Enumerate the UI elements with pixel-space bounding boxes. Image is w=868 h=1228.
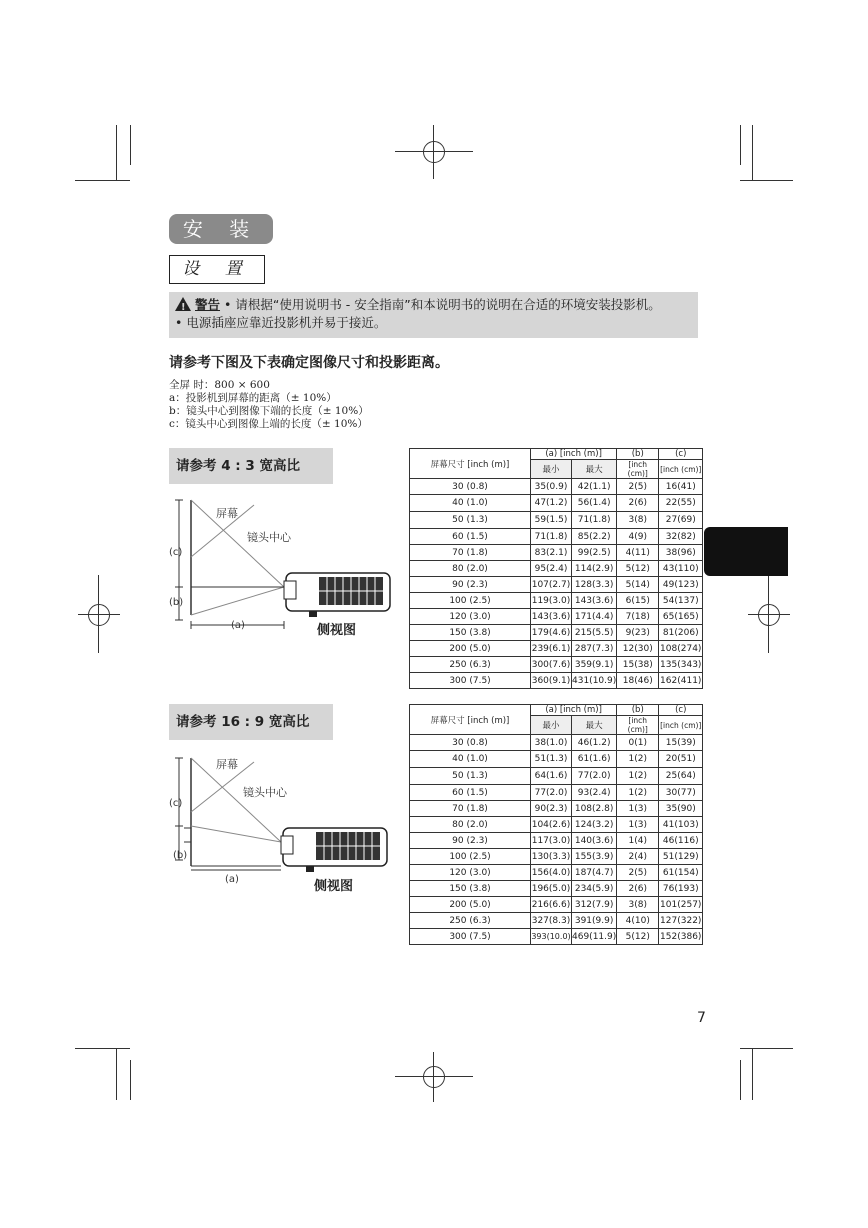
- table-cell: 127(322): [659, 913, 703, 929]
- table-cell: 100 (2.5): [410, 849, 531, 865]
- table-cell: 215(5.5): [572, 625, 617, 641]
- table-cell: 16(41): [659, 479, 703, 495]
- table-cell: 300(7.6): [531, 657, 572, 673]
- table-cell: 1(3): [617, 801, 659, 817]
- table-cell: 143(3.6): [572, 593, 617, 609]
- table-row: [410, 913, 703, 929]
- table-cell: 60 (1.5): [410, 529, 531, 545]
- table-cell: 431(10.9): [572, 673, 617, 689]
- table-cell: 93(2.4): [572, 785, 617, 801]
- table-cell: 71(1.8): [531, 529, 572, 545]
- table-cell: 2(4): [617, 849, 659, 865]
- table-cell: 101(257): [659, 897, 703, 913]
- diagram-4-3: [169, 495, 399, 640]
- table-cell: 196(5.0): [531, 881, 572, 897]
- table-cell: 22(55): [659, 495, 703, 512]
- table-row: [410, 479, 703, 495]
- table-cell: 6(15): [617, 593, 659, 609]
- table-cell: 469(11.9): [572, 929, 617, 945]
- warning-box: [169, 292, 698, 338]
- warning-line-1: !警告 • 请根据“使用说明书 - 安全指南”和本说明书的说明在合适的环境安装投影机。: [175, 296, 692, 314]
- table-row: [410, 561, 703, 577]
- table-row: [410, 735, 703, 751]
- table-cell: 59(1.5): [531, 512, 572, 529]
- label-a: (a): [225, 874, 239, 885]
- table-cell: 4(11): [617, 545, 659, 561]
- table-cell: 50 (1.3): [410, 512, 531, 529]
- warning-line-2: • 电源插座应靠近投影机并易于接近。: [175, 315, 387, 330]
- header-b-unit: [inch (cm)]: [617, 460, 659, 479]
- table-row: [410, 881, 703, 897]
- table-cell: 27(69): [659, 512, 703, 529]
- warning-icon: [175, 297, 191, 311]
- table-cell: 32(82): [659, 529, 703, 545]
- table-cell: 46(1.2): [572, 735, 617, 751]
- ratio-16-9-label: 请参考 16 : 9 宽高比: [169, 704, 333, 740]
- table-cell: 43(110): [659, 561, 703, 577]
- table-cell: 12(30): [617, 641, 659, 657]
- page-heading: 请参考下图及下表确定图像尺寸和投影距离。: [169, 355, 449, 371]
- label-a: (a): [231, 620, 245, 631]
- table-row: [410, 609, 703, 625]
- table-cell: 150 (3.8): [410, 881, 531, 897]
- table-4-3: [409, 448, 703, 689]
- table-cell: 70 (1.8): [410, 545, 531, 561]
- note-line: a：投影机到屏幕的距离（± 10%）: [169, 392, 337, 404]
- table-cell: 120 (3.0): [410, 865, 531, 881]
- header-b: (b): [617, 705, 659, 716]
- table-cell: 130(3.3): [531, 849, 572, 865]
- table-cell: 360(9.1): [531, 673, 572, 689]
- table-cell: 5(12): [617, 561, 659, 577]
- header-a: (a) [inch (m)]: [531, 705, 617, 716]
- table-cell: 250 (6.3): [410, 657, 531, 673]
- table-cell: 76(193): [659, 881, 703, 897]
- table-cell: 391(9.9): [572, 913, 617, 929]
- table-cell: 83(2.1): [531, 545, 572, 561]
- table-cell: 50 (1.3): [410, 768, 531, 785]
- table-cell: 156(4.0): [531, 865, 572, 881]
- table-cell: 117(3.0): [531, 833, 572, 849]
- table-cell: 90 (2.3): [410, 833, 531, 849]
- table-cell: 1(4): [617, 833, 659, 849]
- table-cell: 187(4.7): [572, 865, 617, 881]
- header-b: (b): [617, 449, 659, 460]
- table-cell: 80 (2.0): [410, 561, 531, 577]
- table-cell: 216(6.6): [531, 897, 572, 913]
- table-cell: 90 (2.3): [410, 577, 531, 593]
- note-line: b：镜头中心到图像下端的长度（± 10%）: [169, 405, 369, 417]
- table-row: [410, 529, 703, 545]
- table-cell: 108(274): [659, 641, 703, 657]
- table-row: [410, 625, 703, 641]
- table-cell: 135(343): [659, 657, 703, 673]
- table-row: [410, 865, 703, 881]
- table-cell: 162(411): [659, 673, 703, 689]
- table-cell: 54(137): [659, 593, 703, 609]
- table-cell: 9(23): [617, 625, 659, 641]
- label-lens-center: 镜头中心: [247, 531, 291, 544]
- table-cell: 1(3): [617, 817, 659, 833]
- table-cell: 46(116): [659, 833, 703, 849]
- label-b: (b): [169, 597, 184, 608]
- table-cell: 108(2.8): [572, 801, 617, 817]
- note-line: 全屏 时：800 × 600: [169, 379, 270, 391]
- table-cell: 56(1.4): [572, 495, 617, 512]
- table-cell: 85(2.2): [572, 529, 617, 545]
- header-c-unit: [inch (cm)]: [659, 460, 703, 479]
- chapter-tab: [704, 527, 788, 576]
- header-a-max: 最大: [572, 460, 617, 479]
- label-screen: 屏幕: [216, 507, 238, 520]
- header-b-unit: [inch (cm)]: [617, 716, 659, 735]
- header-a-min: 最小: [531, 460, 572, 479]
- table-cell: 150 (3.8): [410, 625, 531, 641]
- header-a-min: 最小: [531, 716, 572, 735]
- header-c: (c): [659, 449, 703, 460]
- table-cell: 80 (2.0): [410, 817, 531, 833]
- table-cell: 4(9): [617, 529, 659, 545]
- header-a: (a) [inch (m)]: [531, 449, 617, 460]
- table-cell: 2(6): [617, 881, 659, 897]
- beam-bottom: [191, 587, 284, 615]
- ratio-4-3-label: 请参考 4 : 3 宽高比: [169, 448, 333, 484]
- table-cell: 155(3.9): [572, 849, 617, 865]
- table-cell: 300 (7.5): [410, 673, 531, 689]
- table-cell: 35(0.9): [531, 479, 572, 495]
- table-cell: 312(7.9): [572, 897, 617, 913]
- header-size: 屏幕尺寸 [inch (m)]: [410, 449, 531, 479]
- table-cell: 61(154): [659, 865, 703, 881]
- table-cell: 5(12): [617, 929, 659, 945]
- table-cell: 234(5.9): [572, 881, 617, 897]
- table-cell: 35(90): [659, 801, 703, 817]
- table-cell: 30 (0.8): [410, 479, 531, 495]
- table-row: [410, 929, 703, 945]
- table-cell: 95(2.4): [531, 561, 572, 577]
- header-c-unit: [inch (cm)]: [659, 716, 703, 735]
- table-cell: 2(6): [617, 495, 659, 512]
- table-cell: 107(2.7): [531, 577, 572, 593]
- table-row: [410, 751, 703, 768]
- table-cell: 25(64): [659, 768, 703, 785]
- table-cell: 51(1.3): [531, 751, 572, 768]
- table-cell: 4(10): [617, 913, 659, 929]
- table-16-9: [409, 704, 703, 945]
- table-cell: 124(3.2): [572, 817, 617, 833]
- table-row: [410, 833, 703, 849]
- beam-bottom: [191, 826, 281, 842]
- table-row: [410, 512, 703, 529]
- diagram-16-9: [169, 750, 399, 900]
- label-side-view: 侧视图: [314, 879, 354, 894]
- label-c: (c): [169, 547, 183, 558]
- table-row: [410, 817, 703, 833]
- table-row: [410, 768, 703, 785]
- table-cell: 200 (5.0): [410, 641, 531, 657]
- table-cell: 359(9.1): [572, 657, 617, 673]
- table-cell: 171(4.4): [572, 609, 617, 625]
- label-lens-center: 镜头中心: [243, 786, 287, 799]
- table-cell: 42(1.1): [572, 479, 617, 495]
- table-cell: 70 (1.8): [410, 801, 531, 817]
- table-row: [410, 495, 703, 512]
- header-a-max: 最大: [572, 716, 617, 735]
- table-cell: 40 (1.0): [410, 751, 531, 768]
- table-cell: 100 (2.5): [410, 593, 531, 609]
- table-cell: 30(77): [659, 785, 703, 801]
- table-cell: 3(8): [617, 897, 659, 913]
- table-cell: 90(2.3): [531, 801, 572, 817]
- table-cell: 51(129): [659, 849, 703, 865]
- table-row: [410, 801, 703, 817]
- table-cell: 393(10.0): [531, 929, 572, 945]
- table-cell: 77(2.0): [572, 768, 617, 785]
- notes: [169, 379, 369, 431]
- table-cell: 2(5): [617, 479, 659, 495]
- table-cell: 143(3.6): [531, 609, 572, 625]
- table-row: [410, 641, 703, 657]
- table-cell: 128(3.3): [572, 577, 617, 593]
- table-row: [410, 577, 703, 593]
- table-cell: 104(2.6): [531, 817, 572, 833]
- table-cell: 38(96): [659, 545, 703, 561]
- table-row: [410, 545, 703, 561]
- table-cell: 300 (7.5): [410, 929, 531, 945]
- table-cell: 7(18): [617, 609, 659, 625]
- subsection-title: 设 置: [169, 255, 265, 284]
- table-cell: 179(4.6): [531, 625, 572, 641]
- table-row: [410, 849, 703, 865]
- header-c: (c): [659, 705, 703, 716]
- table-cell: 81(206): [659, 625, 703, 641]
- table-row: [410, 673, 703, 689]
- label-b: (b): [173, 850, 188, 861]
- table-row: [410, 897, 703, 913]
- section-title: 安 装: [169, 214, 273, 244]
- table-cell: 77(2.0): [531, 785, 572, 801]
- table-cell: 47(1.2): [531, 495, 572, 512]
- table-cell: 15(38): [617, 657, 659, 673]
- table-cell: 99(2.5): [572, 545, 617, 561]
- label-side-view: 侧视图: [317, 623, 357, 638]
- table-cell: 114(2.9): [572, 561, 617, 577]
- table-cell: 38(1.0): [531, 735, 572, 751]
- table-cell: 119(3.0): [531, 593, 572, 609]
- table-row: [410, 785, 703, 801]
- table-cell: 49(123): [659, 577, 703, 593]
- table-cell: 20(51): [659, 751, 703, 768]
- table-cell: 15(39): [659, 735, 703, 751]
- table-cell: 30 (0.8): [410, 735, 531, 751]
- table-cell: 2(5): [617, 865, 659, 881]
- table-cell: 65(165): [659, 609, 703, 625]
- table-cell: 41(103): [659, 817, 703, 833]
- table-row: [410, 593, 703, 609]
- table-cell: 140(3.6): [572, 833, 617, 849]
- table-cell: 40 (1.0): [410, 495, 531, 512]
- table-cell: 239(6.1): [531, 641, 572, 657]
- table-cell: 71(1.8): [572, 512, 617, 529]
- table-cell: 0(1): [617, 735, 659, 751]
- warning-title: 警告: [195, 297, 221, 312]
- table-cell: 1(2): [617, 751, 659, 768]
- projector-icon: [284, 573, 390, 617]
- table-cell: 250 (6.3): [410, 913, 531, 929]
- table-cell: 1(2): [617, 768, 659, 785]
- page-number: 7: [697, 1010, 706, 1026]
- table-cell: 61(1.6): [572, 751, 617, 768]
- table-cell: 120 (3.0): [410, 609, 531, 625]
- label-c: (c): [169, 798, 183, 809]
- table-cell: 200 (5.0): [410, 897, 531, 913]
- table-cell: 1(2): [617, 785, 659, 801]
- projector-icon: [281, 828, 387, 872]
- table-cell: 287(7.3): [572, 641, 617, 657]
- table-cell: 152(386): [659, 929, 703, 945]
- table-cell: 327(8.3): [531, 913, 572, 929]
- table-cell: 3(8): [617, 512, 659, 529]
- table-cell: 60 (1.5): [410, 785, 531, 801]
- table-row: [410, 657, 703, 673]
- table-cell: 5(14): [617, 577, 659, 593]
- table-cell: 18(46): [617, 673, 659, 689]
- note-line: c：镜头中心到图像上端的长度（± 10%）: [169, 418, 368, 430]
- table-cell: 64(1.6): [531, 768, 572, 785]
- label-screen: 屏幕: [216, 758, 238, 771]
- header-size: 屏幕尺寸 [inch (m)]: [410, 705, 531, 735]
